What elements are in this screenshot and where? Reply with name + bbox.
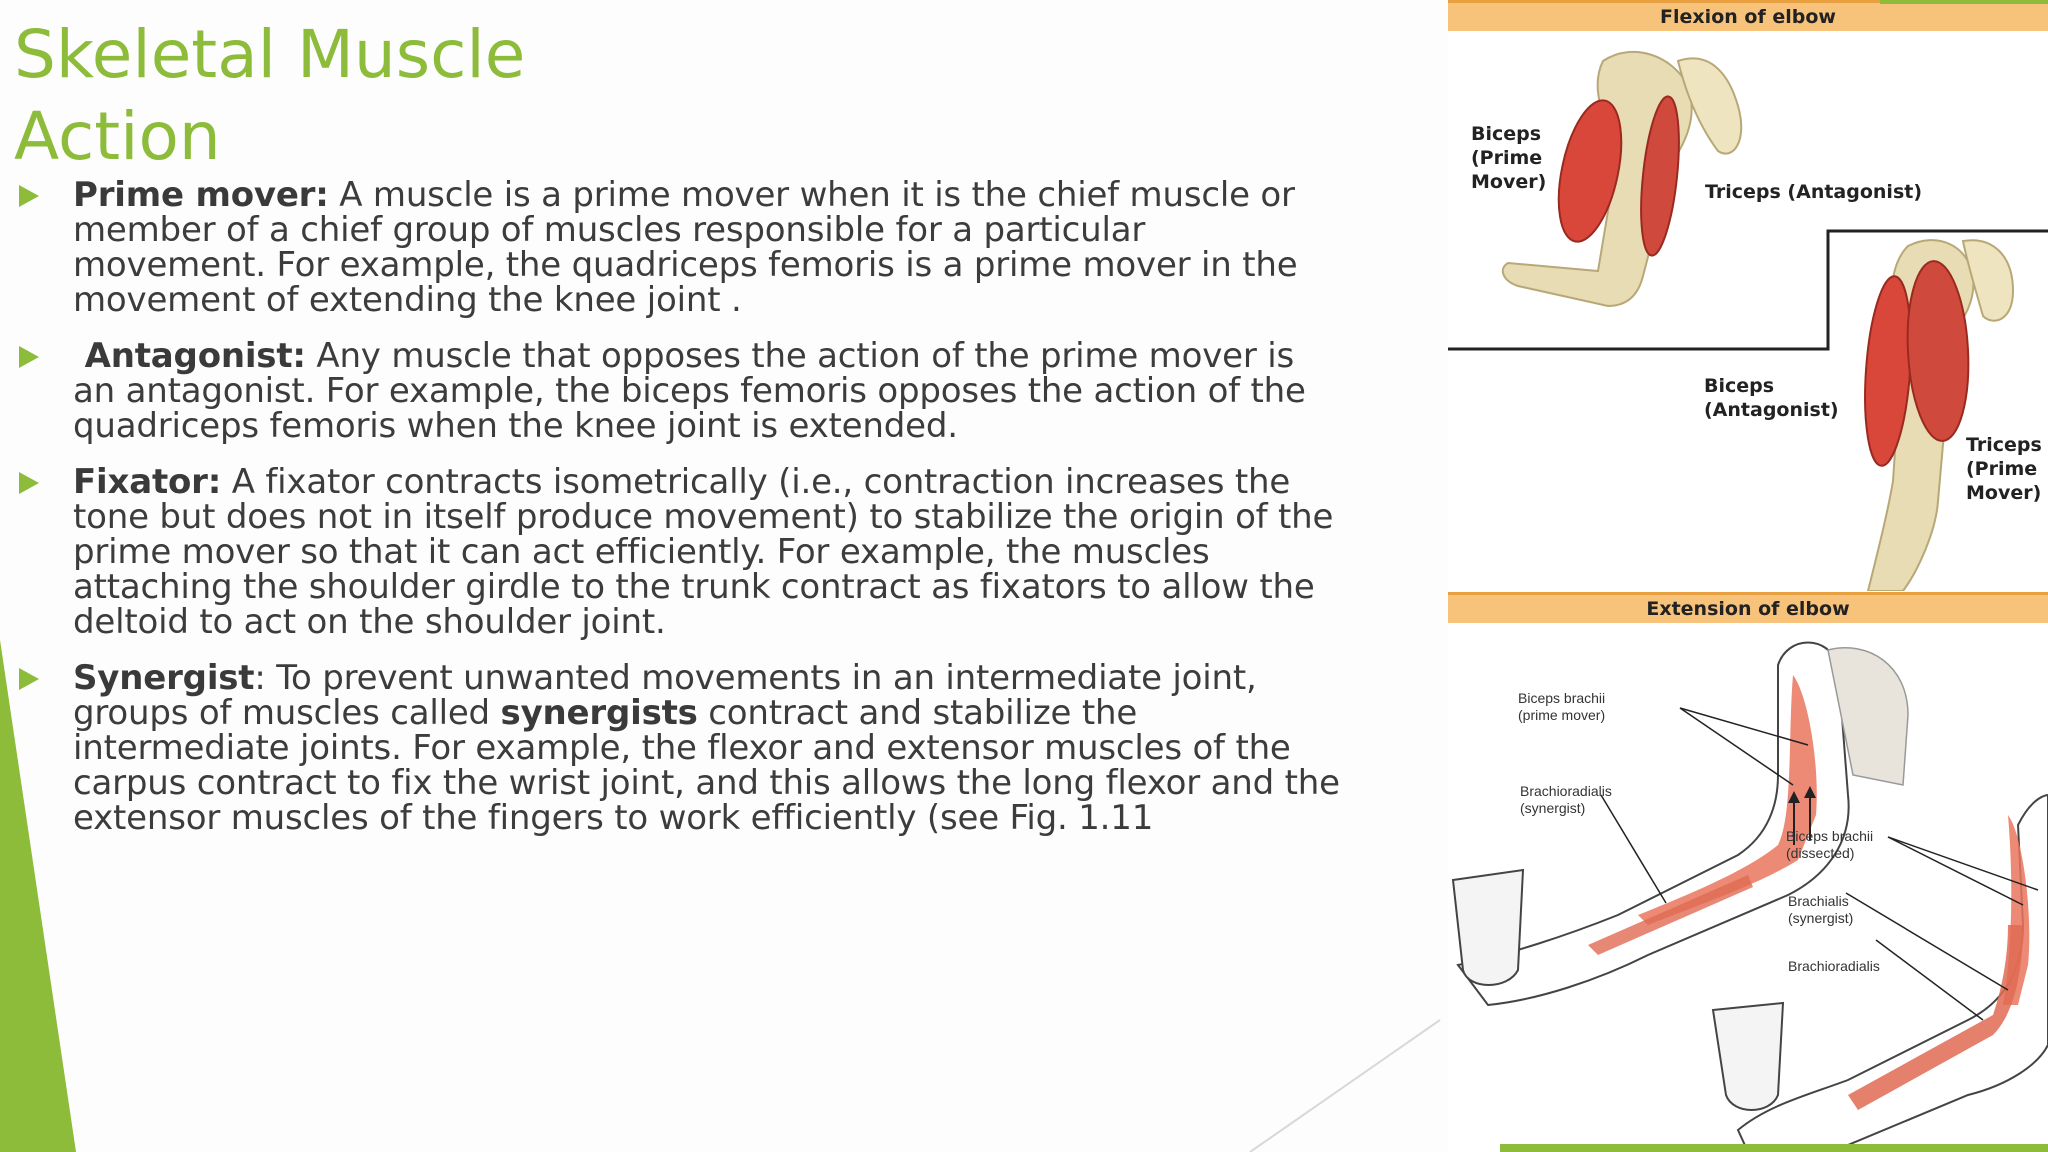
- label-brachioradialis-synergist: Brachioradialis (synergist): [1520, 783, 1612, 816]
- label-biceps-brachii-prime: Biceps brachii (prime mover): [1518, 690, 1606, 723]
- slide-title: [14, 14, 714, 178]
- bullet-arrow-icon: [19, 185, 39, 207]
- extension-header: Extension of elbow: [1448, 592, 2048, 623]
- label-biceps-prime-mover: Biceps (Prime Mover): [1471, 123, 1547, 193]
- bullet-text: A fixator contracts isometrically (i.e., contraction increases the tone but does not in itself produce movement) to stabilize the origin of the prime mover so that it can act efficiently. For example, the muscles attaching the shoulder girdle to the trunk contract as fixators to allow the deltoid to act on the shoulder joint.: [73, 462, 1334, 642]
- elbow-muscle-figure: [1448, 0, 2048, 1152]
- label-brachialis-synergist: Brachialis (synergist): [1788, 893, 1854, 926]
- bullet-text: Any muscle that opposes the action of the prime mover is an antagonist. For example, the biceps femoris opposes the action of the quadriceps femoris when the knee joint is extended.: [73, 336, 1306, 446]
- bullet-term: Antagonist:: [73, 336, 306, 376]
- top-accent-line: [1880, 0, 2048, 4]
- label-triceps-antagonist: Triceps (Antagonist): [1705, 181, 1923, 203]
- bullet-antagonist: [14, 336, 1344, 446]
- bullet-prime-mover: [14, 175, 1344, 320]
- flexion-header: Flexion of elbow: [1448, 0, 2048, 31]
- bullet-fixator: [14, 462, 1344, 642]
- bullet-arrow-icon: [19, 472, 39, 494]
- bullet-arrow-icon: [19, 668, 39, 690]
- flexion-illustration: [1448, 31, 2048, 591]
- label-biceps-antagonist: Biceps (Antagonist): [1704, 375, 1839, 421]
- bullet-text: : To prevent unwanted movements in an intermediate joint, groups of muscles called: [73, 658, 1257, 733]
- bullet-term: Fixator:: [73, 462, 222, 502]
- title-line-1: Skeletal Muscle: [14, 16, 526, 93]
- title-line-2: Action: [14, 98, 221, 175]
- label-triceps-prime-mover: Triceps (Prime Mover): [1966, 434, 2042, 504]
- label-biceps-brachii-dissected: Biceps brachii (dissected): [1786, 828, 1874, 861]
- bullet-synergist: [14, 658, 1344, 838]
- bullet-text: A muscle is a prime mover when it is the chief muscle or member of a chief group of muscles responsible for a particular movement. For example, the quadriceps femoris is a prime mover in the movement of extending the knee joint .: [73, 175, 1298, 320]
- bullet-term: Synergist: [73, 658, 255, 698]
- bullet-term-synergists: synergists: [500, 693, 698, 733]
- bullet-text: contract and stabilize the intermediate joints. For example, the flexor and extensor muscles of the carpus contract to fix the wrist joint, and this allows the long flexor and the extensor muscles of the fingers to work efficiently (see Fig. 1.11: [73, 693, 1340, 838]
- bullet-arrow-icon: [19, 346, 39, 368]
- bullet-list: [14, 175, 1344, 857]
- label-brachioradialis: Brachioradialis: [1788, 958, 1880, 974]
- bottom-accent-line: [1500, 1144, 2048, 1152]
- bullet-term: Prime mover:: [73, 175, 329, 215]
